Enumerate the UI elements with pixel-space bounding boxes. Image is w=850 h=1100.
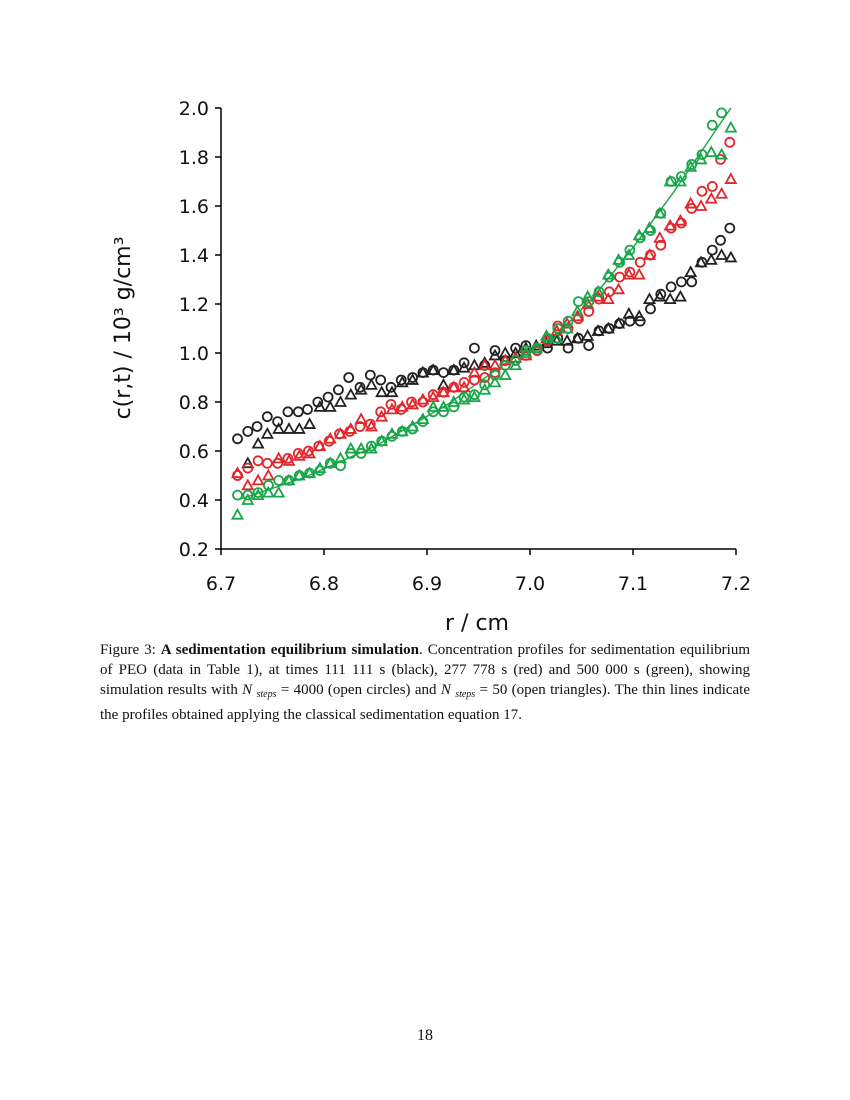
point-circle-black	[708, 246, 717, 255]
point-triangle-green	[232, 510, 242, 519]
point-triangle-black	[706, 255, 716, 264]
point-circle-green	[233, 491, 242, 500]
caption-text-2: = 4000 (open circles) and	[276, 682, 441, 698]
point-triangle-green	[428, 402, 438, 411]
point-circle-black	[470, 344, 479, 353]
x-tick-label: 6.9	[411, 573, 443, 595]
y-tick-label: 2.0	[178, 98, 209, 120]
point-circle-black	[716, 236, 725, 245]
y-tick-label: 1.0	[178, 343, 209, 365]
point-triangle-black	[305, 419, 315, 428]
point-circle-black	[324, 393, 333, 402]
point-circle-black	[584, 341, 593, 350]
y-axis-label: c(r,t) / 10³ g/cm³	[111, 236, 136, 420]
point-circle-red	[636, 258, 645, 267]
point-circle-green	[574, 297, 583, 306]
point-triangle-red	[263, 471, 273, 480]
caption-label: Figure 3:	[100, 642, 156, 658]
point-triangle-green	[726, 123, 736, 132]
x-tick-label: 7.0	[514, 573, 546, 595]
point-triangle-black	[294, 424, 304, 433]
page-number: 18	[417, 1027, 433, 1044]
caption-text-1: . Concentration profiles for sedimentation equilibrium of PEO (data in Table 1), at times 111 111 s (black), 277 778 s (red) and 500 000 s (green), showing simulation results with	[100, 642, 750, 698]
point-triangle-red	[686, 199, 696, 208]
point-triangle-red	[232, 468, 242, 477]
point-triangle-black	[377, 387, 387, 396]
x-tick-label: 6.8	[308, 573, 340, 595]
point-triangle-green	[706, 147, 716, 156]
point-triangle-green	[274, 488, 284, 497]
y-tick-label: 0.2	[178, 539, 209, 561]
point-circle-black	[687, 277, 696, 286]
point-circle-red	[708, 182, 717, 191]
point-circle-black	[303, 405, 312, 414]
point-triangle-red	[274, 453, 284, 462]
point-triangle-red	[614, 284, 624, 293]
x-tick-label: 6.7	[205, 573, 237, 595]
point-circle-black	[253, 422, 262, 431]
point-triangle-black	[717, 250, 727, 259]
figure-caption	[100, 640, 750, 725]
point-circle-black	[439, 368, 448, 377]
point-triangle-black	[634, 311, 644, 320]
point-triangle-black	[346, 390, 356, 399]
point-circle-red	[254, 456, 263, 465]
point-triangle-red	[634, 270, 644, 279]
point-triangle-green	[603, 270, 613, 279]
point-triangle-black	[686, 267, 696, 276]
point-circle-black	[263, 412, 272, 421]
point-circle-black	[243, 427, 252, 436]
point-triangle-red	[397, 402, 407, 411]
point-circle-black	[334, 385, 343, 394]
point-triangle-red	[243, 480, 253, 489]
point-circle-black	[677, 277, 686, 286]
point-triangle-red	[706, 194, 716, 203]
y-tick-label: 1.8	[178, 147, 209, 169]
point-circle-black	[725, 224, 734, 233]
point-circle-black	[376, 376, 385, 385]
point-triangle-green	[644, 223, 654, 232]
point-triangle-black	[726, 252, 736, 261]
point-triangle-red	[665, 221, 675, 230]
point-triangle-red	[253, 475, 263, 484]
point-triangle-black	[262, 429, 272, 438]
fit-lines	[238, 108, 731, 500]
y-tick-label: 1.4	[178, 245, 209, 267]
x-tick-label: 7.1	[617, 573, 649, 595]
point-triangle-red	[346, 424, 356, 433]
point-circle-green	[717, 108, 726, 117]
point-triangle-black	[366, 380, 376, 389]
point-triangle-black	[675, 292, 685, 301]
point-circle-black	[646, 304, 655, 313]
point-circle-green	[708, 121, 717, 130]
caption-n-symbol-2: N	[440, 682, 451, 698]
chart-axes	[179, 98, 751, 595]
point-circle-black	[344, 373, 353, 382]
fit-line-green	[238, 108, 731, 500]
y-tick-label: 0.6	[178, 441, 209, 463]
point-circle-red	[615, 273, 624, 282]
point-circle-black	[233, 434, 242, 443]
point-circle-red	[698, 187, 707, 196]
point-triangle-black	[253, 439, 263, 448]
point-triangle-black	[665, 294, 675, 303]
point-circle-black	[667, 282, 676, 291]
x-axis-label: r / cm	[445, 611, 509, 636]
point-triangle-black	[335, 397, 345, 406]
point-triangle-red	[717, 189, 727, 198]
caption-title: A sedimentation equilibrium simulation	[160, 642, 420, 658]
point-triangle-green	[614, 255, 624, 264]
point-triangle-black	[325, 402, 335, 411]
y-tick-label: 1.6	[178, 196, 209, 218]
caption-n-symbol: N	[242, 682, 253, 698]
point-triangle-green	[717, 150, 727, 159]
point-triangle-black	[644, 294, 654, 303]
point-circle-green	[274, 476, 283, 485]
y-tick-label: 0.4	[178, 490, 209, 512]
data-markers	[232, 108, 735, 518]
point-triangle-red	[325, 434, 335, 443]
point-circle-black	[283, 407, 292, 416]
y-tick-label: 1.2	[178, 294, 209, 316]
caption-text-3: = 50 (open triangles). The thin lines indicate the profiles obtained applying the classical sedimentation equation 17.	[100, 682, 751, 723]
caption-subscript: steps	[256, 689, 277, 700]
point-triangle-black	[284, 424, 294, 433]
point-circle-black	[294, 407, 303, 416]
caption-subscript-2: steps	[455, 689, 476, 700]
point-triangle-red	[726, 174, 736, 183]
y-tick-label: 0.8	[178, 392, 209, 414]
point-triangle-red	[675, 216, 685, 225]
point-triangle-black	[583, 331, 593, 340]
point-triangle-green	[500, 370, 510, 379]
point-circle-red	[725, 138, 734, 147]
point-circle-red	[263, 459, 272, 468]
x-tick-label: 7.2	[720, 573, 752, 595]
point-circle-black	[366, 371, 375, 380]
point-triangle-red	[418, 395, 428, 404]
point-triangle-red	[696, 201, 706, 210]
